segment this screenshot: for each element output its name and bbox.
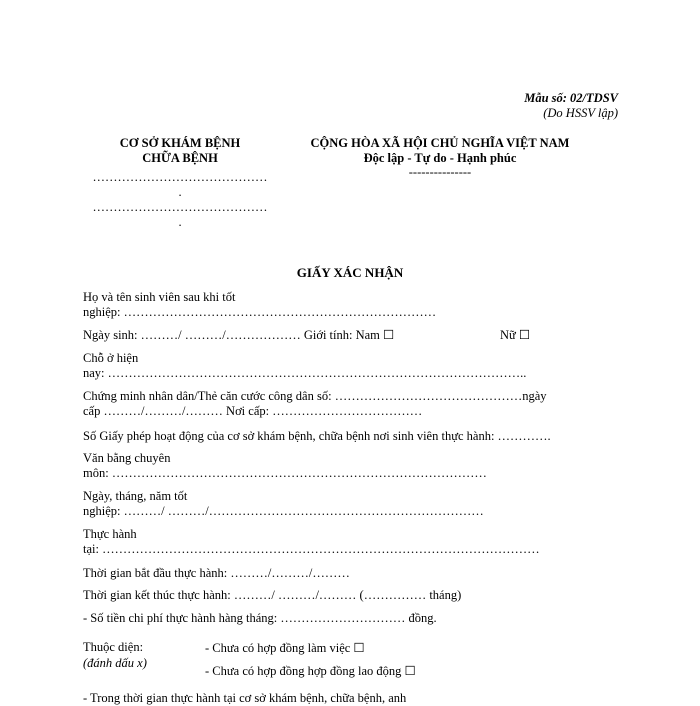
student-name-field: nghiệp: ………………………………………………………………… — [83, 305, 437, 319]
id-issue-field: cấp ………/………/……… Nơi cấp: ……………………………… — [83, 404, 423, 418]
document-title: GIẤY XÁC NHẬN — [296, 265, 404, 280]
form-note: (Do HSSV lập) — [543, 106, 618, 120]
practice-place-field: tại: …………………………………………………………………………………………… — [83, 542, 540, 556]
id-number-field: Chứng minh nhân dân/Thẻ căn cước công dân số: ………………………………………ngày — [83, 389, 547, 403]
graduation-field: nghiệp: ………/ ………/………………………………………………………… — [83, 504, 484, 518]
motto: Độc lập - Tự do - Hạnh phúc — [363, 151, 517, 165]
female-checkbox[interactable]: Nữ ☐ — [500, 328, 531, 342]
practice-place-label: Thực hành — [83, 527, 137, 541]
student-name-label: Họ và tên sinh viên sau khi tốt — [83, 290, 236, 304]
license-field: Số Giấy phép hoạt động của cơ sở khám bệnh, chữa bệnh nơi sinh viên thực hành: …………. — [83, 429, 551, 443]
continuation-line: - Trong thời gian thực hành tại cơ sở khám bệnh, chữa bệnh, anh — [83, 691, 407, 705]
org-name-line2: CHỮA BỆNH — [142, 151, 218, 165]
org-blank-1: …………………………………… — [92, 170, 268, 184]
address-field: nay: ……………………………………………………………………………………….. — [83, 366, 527, 380]
form-code: Mẫu số: 02/TDSV — [524, 91, 618, 105]
category-label: Thuộc diện: — [83, 640, 144, 654]
org-blank-2-dot: . — [178, 215, 182, 229]
degree-label: Văn bằng chuyên — [83, 451, 171, 465]
nation-name: CỘNG HÒA XÃ HỘI CHỦ NGHĨA VIỆT NAM — [310, 136, 570, 150]
nation-block — [290, 136, 590, 179]
start-date-field: Thời gian bắt đầu thực hành: ………/………/……… — [83, 566, 350, 580]
org-blank-1-dot: . — [178, 185, 182, 199]
option-no-work-contract[interactable]: - Chưa có hợp đồng làm việc ☐ — [205, 641, 365, 655]
degree-field: môn: ……………………………………………………………………………… — [83, 466, 487, 480]
address-label: Chỗ ở hiện — [83, 351, 139, 365]
monthly-cost-field: - Số tiền chi phí thực hành hàng tháng: ………………………… đồng. — [83, 611, 437, 625]
org-block — [84, 136, 276, 229]
category-hint: (đánh dấu x) — [83, 656, 147, 670]
motto-rule: --------------- — [408, 165, 472, 179]
org-name-line1: CƠ SỞ KHÁM BỆNH — [119, 136, 241, 150]
graduation-label: Ngày, tháng, năm tốt — [83, 489, 188, 503]
org-blank-2: …………………………………… — [92, 200, 268, 214]
option-no-labor-contract[interactable]: - Chưa có hợp đồng hợp đồng lao động ☐ — [205, 664, 416, 678]
end-date-field: Thời gian kết thúc thực hành: ………/ ………/……… (…………… tháng) — [83, 588, 462, 602]
dob-gender-field: Ngày sinh: ………/ ………/……………… Giới tính: Nam ☐ — [83, 328, 395, 342]
